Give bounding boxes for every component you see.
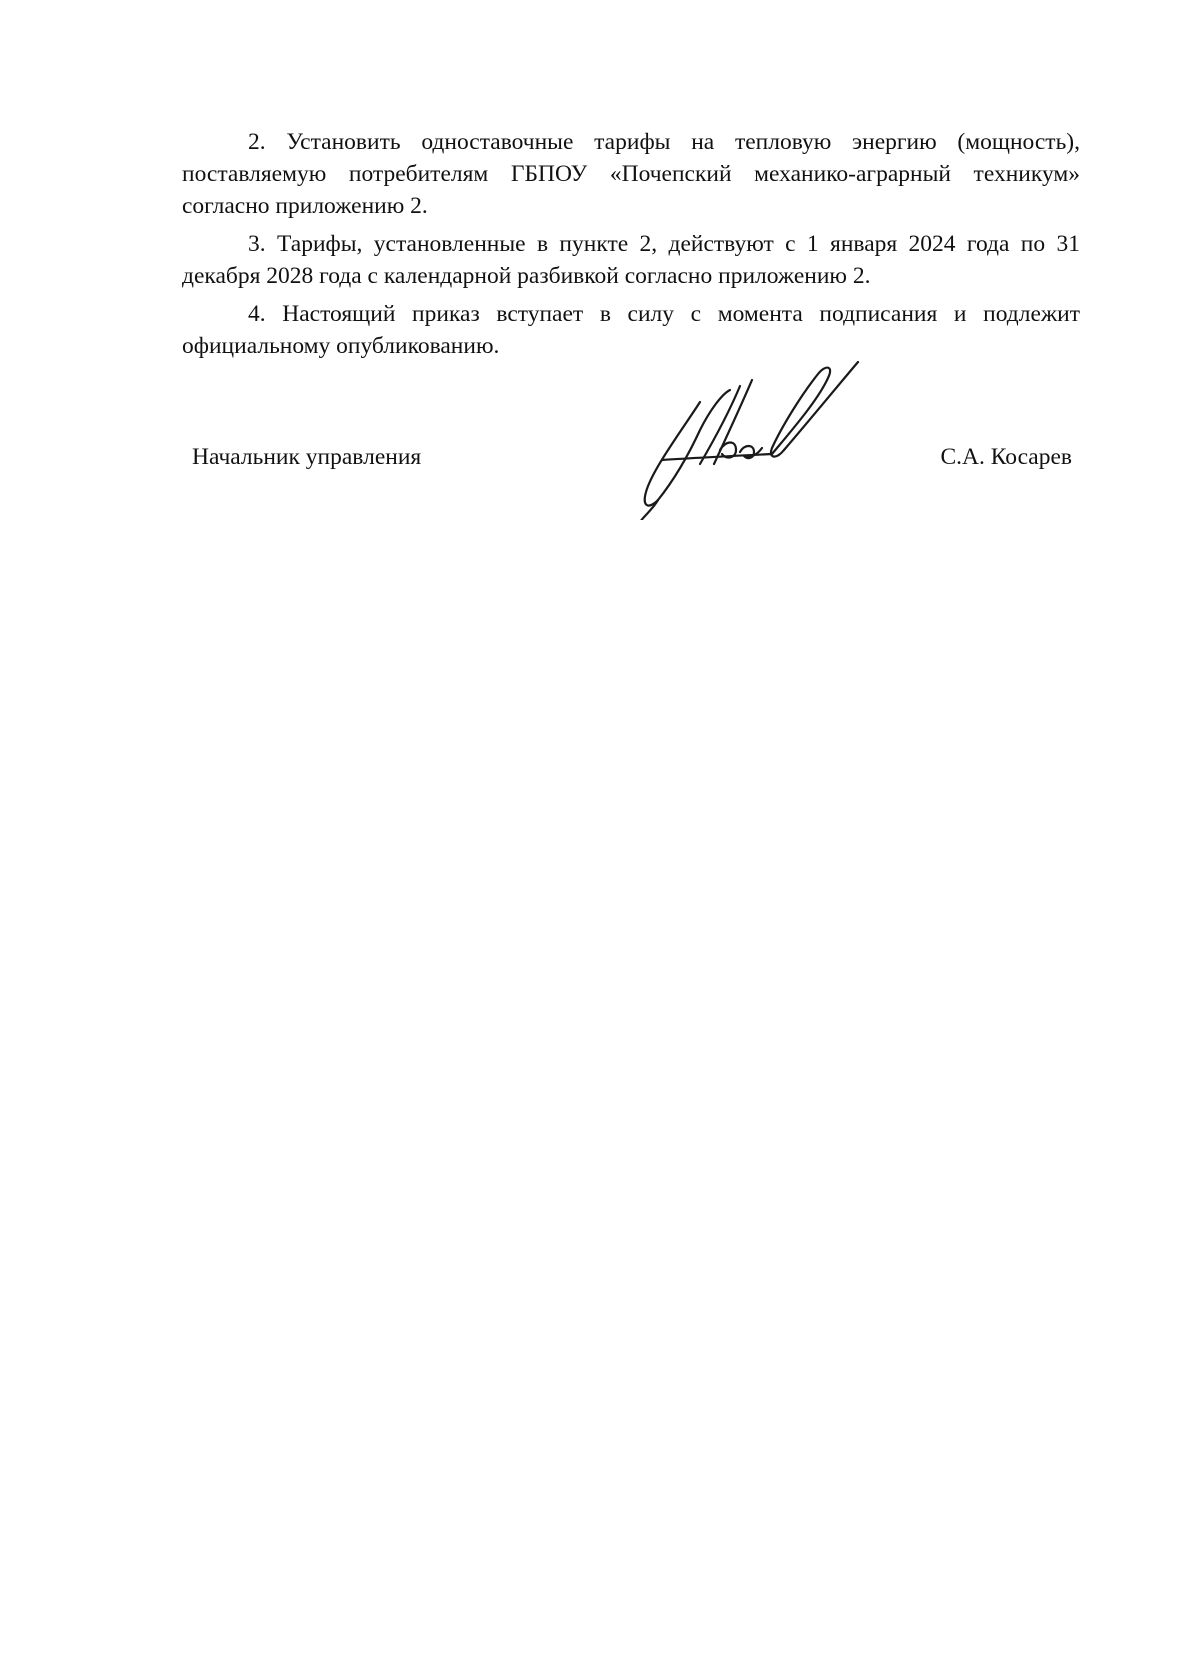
- document-body: [182, 126, 1080, 368]
- handwritten-signature: [622, 360, 882, 520]
- signatory-name: С.А. Косарев: [940, 444, 1072, 470]
- signature-block: [182, 360, 1082, 520]
- paragraph-item-3: 3. Тарифы, установленные в пункте 2, действуют с 1 января 2024 года по 31 декабря 2028 года с календарной разбивкой согласно приложению 2.: [182, 231, 1080, 289]
- paragraph-item-2: 2. Установить одноставочные тарифы на тепловую энергию (мощность), поставляемую потребителям ГБПОУ «Почепский механико-аграрный техникум» согласно приложению 2.: [182, 129, 1080, 219]
- paragraph-item-4: 4. Настоящий приказ вступает в силу с момента подписания и подлежит официальному опубликованию.: [182, 301, 1080, 359]
- signatory-position: Начальник управления: [192, 444, 422, 470]
